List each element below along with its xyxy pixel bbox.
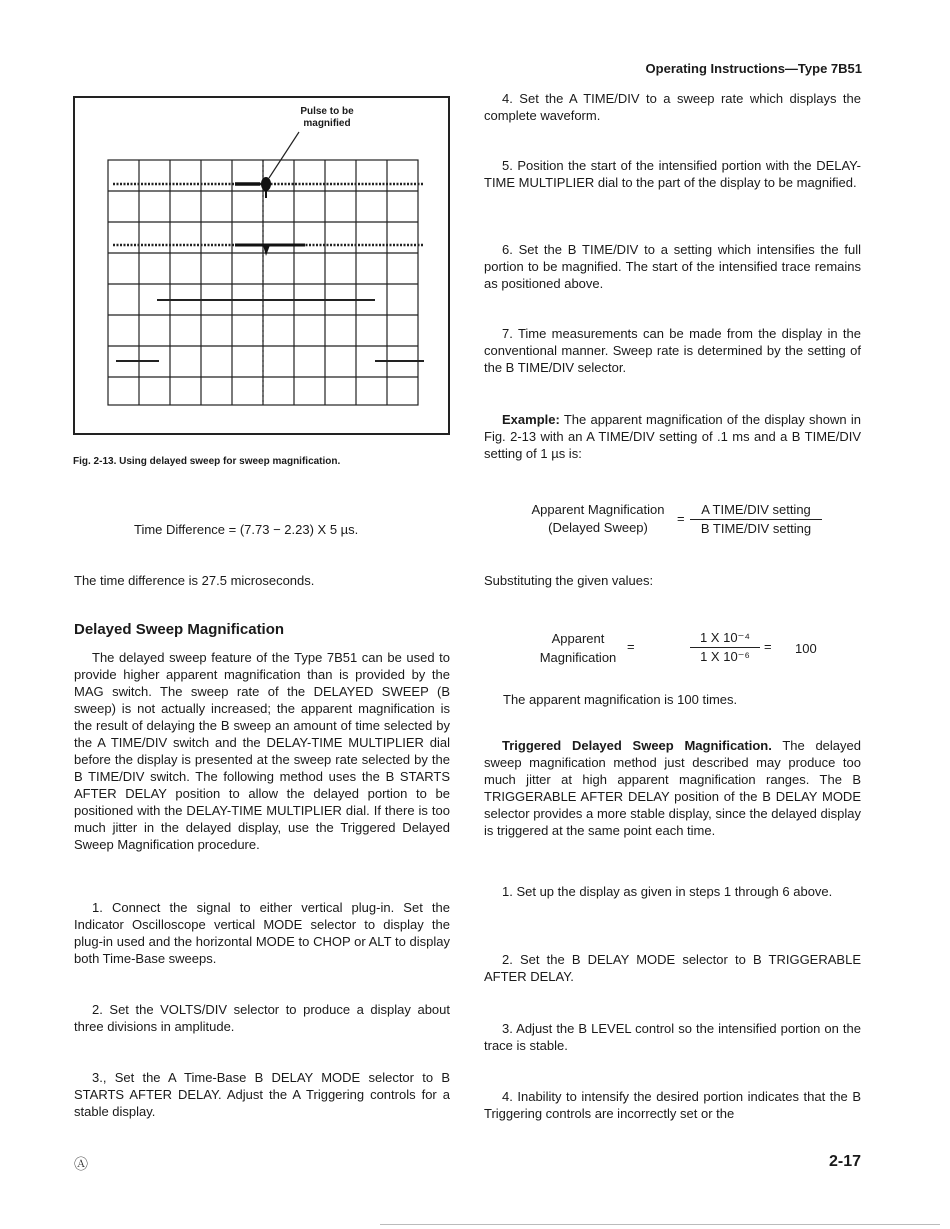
calc-lhs-top: Apparent: [551, 631, 605, 646]
trace-b-delayed: [113, 245, 423, 256]
calc-equals-2: =: [764, 639, 772, 654]
step-right-6: 6. Set the B TIME/DIV to a setting which intensifies the full portion to be magnified. The start of the intensified trace remains as positioned above.: [484, 242, 861, 291]
formula-equals: =: [677, 511, 685, 526]
step-left-3: 3., Set the A Time-Base B DELAY MODE selector to B STARTS AFTER DELAY. Adjust the A Triggering controls for a stable display.: [74, 1070, 450, 1119]
triggered-heading: Triggered Delayed Sweep Magnification.: [502, 738, 772, 753]
calc-lhs: [530, 629, 626, 667]
formula-lhs: [523, 501, 673, 537]
step-triggered-3: 3. Adjust the B LEVEL control so the intensified portion on the trace is stable.: [484, 1021, 861, 1053]
formula-rhs-top: A TIME/DIV setting: [701, 502, 811, 517]
step-left-1: 1. Connect the signal to either vertical plug-in. Set the Indicator Oscilloscope vertical MODE selector to display the plug-in used and the horizontal MODE to CHOP or ALT to display both Time-Base sweeps.: [74, 900, 450, 966]
page-number: 2-17: [828, 1153, 861, 1170]
calc-numerator: 1 X 10⁻⁴: [699, 630, 751, 645]
figure-caption: Fig. 2-13. Using delayed sweep for sweep magnification.: [73, 456, 341, 467]
step-right-7: 7. Time measurements can be made from the display in the conventional manner. Sweep rate is determined by the setting of the B TIME/DIV selector.: [484, 326, 861, 375]
step-triggered-1: 1. Set up the display as given in steps 1 through 6 above.: [502, 884, 833, 899]
formula-rhs: [690, 501, 822, 538]
formula-lhs-bottom: (Delayed Sweep): [548, 520, 648, 535]
calc-fraction: [690, 629, 760, 666]
calc-equals-1: =: [627, 639, 635, 654]
magnification-result: The apparent magnification is 100 times.: [503, 692, 738, 707]
triggered-paragraph: [484, 737, 861, 839]
step-triggered-2: 2. Set the B DELAY MODE selector to B TRIGGERABLE AFTER DELAY.: [484, 952, 861, 984]
oscilloscope-graticule: [75, 98, 448, 433]
formula-lhs-top: Apparent Magnification: [531, 502, 665, 517]
footer-revision-symbol: Ⓐ: [74, 1156, 88, 1172]
section-heading: Delayed Sweep Magnification: [74, 621, 285, 638]
figure-frame: [73, 96, 450, 435]
calc-lhs-bottom: Magnification: [539, 650, 617, 665]
step-right-4: 4. Set the A TIME/DIV to a sweep rate which displays the complete waveform.: [484, 91, 861, 123]
step-right-5: 5. Position the start of the intensified portion with the DELAY-TIME MULTIPLIER dial to the part of the display to be magnified.: [484, 158, 861, 190]
callout-line-1: Pulse to be: [300, 106, 354, 117]
trace-a-intensified: [113, 177, 423, 198]
step-left-2: 2. Set the VOLTS/DIV selector to produce a display about three divisions in amplitude.: [74, 1002, 450, 1034]
step-triggered-4: 4. Inability to intensify the desired portion indicates that the B Triggering controls are incorrectly set or the: [484, 1089, 861, 1121]
time-difference-equation: Time Difference = (7.73 − 2.23) X 5 µs.: [134, 522, 359, 537]
section-intro: The delayed sweep feature of the Type 7B51 can be used to provide higher apparent magnification than is provided by the MAG switch. The sweep rate of the DELAYED SWEEP (B sweep) is not actually increased; the apparent magnification is the result of delaying the B sweep an amount of time selected by the A TIME/DIV switch and the DELAY-TIME MULTIPLIER dial before the display is presented at the sweep rate selected by the B TIME/DIV switch. The following method uses the B STARTS AFTER DELAY position to allow the delayed portion to be positioned with the DELAY-TIME MULTIPLIER dial. If there is too much jitter in the delayed display, use the Triggered Delayed Sweep Magnification procedure.: [74, 650, 450, 852]
example-text: The apparent magnification of the display shown in Fig. 2-13 with an A TIME/DIV setting of .1 ms and a B TIME/DIV setting of 1 µs is:: [484, 412, 861, 461]
triggered-text: The delayed sweep magnification method just described may produce too much jitter at high apparent magnification ranges. The B TRIGGERABLE AFTER DELAY position of the B DELAY MODE selector provides a more stable display, since the delayed display is triggered at the same point each time.: [484, 738, 861, 838]
time-difference-result: The time difference is 27.5 microseconds.: [74, 573, 315, 588]
substituting-text: Substituting the given values:: [484, 573, 654, 588]
calc-result: 100: [795, 641, 817, 656]
calc-denominator: 1 X 10⁻⁶: [690, 647, 760, 666]
page-bottom-rule: [380, 1224, 940, 1225]
example-paragraph: [484, 411, 861, 462]
formula-rhs-bottom: B TIME/DIV setting: [690, 519, 822, 538]
running-header: Operating Instructions—Type 7B51: [645, 61, 862, 76]
callout-line-2: magnified: [303, 118, 351, 129]
example-label: Example:: [502, 412, 560, 427]
